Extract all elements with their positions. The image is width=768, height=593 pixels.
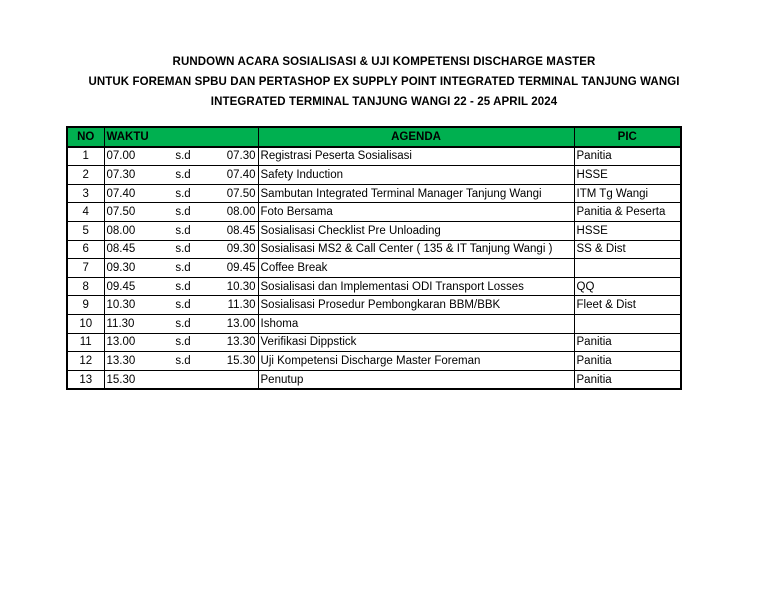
rundown-table: [66, 126, 682, 390]
start-time: 08.45: [104, 240, 164, 259]
pic-cell: Panitia: [574, 352, 681, 371]
row-number: 13: [67, 370, 104, 389]
agenda-item: Ishoma: [258, 314, 574, 333]
time-separator: s.d: [164, 352, 202, 371]
end-time: 13.30: [202, 333, 258, 352]
start-time: 13.00: [104, 333, 164, 352]
table-row: [67, 166, 681, 185]
row-number: 9: [67, 296, 104, 315]
start-time: 08.00: [104, 221, 164, 240]
time-separator: s.d: [164, 203, 202, 222]
row-number: 7: [67, 259, 104, 278]
header-no: NO: [67, 127, 104, 147]
end-time: [202, 370, 258, 389]
start-time: 15.30: [104, 370, 164, 389]
agenda-item: Sosialisasi Prosedur Pembongkaran BBM/BBK: [258, 296, 574, 315]
pic-cell: Panitia: [574, 370, 681, 389]
time-separator: s.d: [164, 184, 202, 203]
title-line-2: UNTUK FOREMAN SPBU DAN PERTASHOP EX SUPPLY POINT INTEGRATED TERMINAL TANJUNG WANGI: [88, 76, 680, 88]
start-time: 07.50: [104, 203, 164, 222]
title-line-1: RUNDOWN ACARA SOSIALISASI & UJI KOMPETENSI DISCHARGE MASTER: [172, 56, 596, 68]
end-time: 13.00: [202, 314, 258, 333]
document-header: [0, 52, 768, 112]
agenda-item: Coffee Break: [258, 259, 574, 278]
table-row: [67, 203, 681, 222]
time-separator: s.d: [164, 333, 202, 352]
header-waktu: WAKTU: [104, 127, 258, 147]
start-time: 10.30: [104, 296, 164, 315]
time-separator: [164, 370, 202, 389]
end-time: 07.30: [202, 147, 258, 166]
agenda-item: Penutup: [258, 370, 574, 389]
agenda-item: Sosialisasi Checklist Pre Unloading: [258, 221, 574, 240]
pic-cell: [574, 259, 681, 278]
agenda-item: Sosialisasi dan Implementasi ODI Transport Losses: [258, 277, 574, 296]
end-time: 11.30: [202, 296, 258, 315]
table-row: [67, 147, 681, 166]
header-agenda: AGENDA: [258, 127, 574, 147]
pic-cell: HSSE: [574, 221, 681, 240]
row-number: 4: [67, 203, 104, 222]
end-time: 07.50: [202, 184, 258, 203]
row-number: 12: [67, 352, 104, 371]
pic-cell: Panitia: [574, 147, 681, 166]
pic-cell: Fleet & Dist: [574, 296, 681, 315]
table-row: [67, 240, 681, 259]
start-time: 07.00: [104, 147, 164, 166]
table-row: [67, 184, 681, 203]
start-time: 09.45: [104, 277, 164, 296]
table-header-row: [67, 127, 681, 147]
header-pic: PIC: [574, 127, 681, 147]
table-row: [67, 314, 681, 333]
end-time: 08.45: [202, 221, 258, 240]
end-time: 08.00: [202, 203, 258, 222]
time-separator: s.d: [164, 240, 202, 259]
start-time: 07.40: [104, 184, 164, 203]
pic-cell: [574, 314, 681, 333]
row-number: 10: [67, 314, 104, 333]
time-separator: s.d: [164, 166, 202, 185]
agenda-item: Foto Bersama: [258, 203, 574, 222]
start-time: 09.30: [104, 259, 164, 278]
table-row: [67, 370, 681, 389]
row-number: 1: [67, 147, 104, 166]
agenda-item: Safety Induction: [258, 166, 574, 185]
title-line-3: INTEGRATED TERMINAL TANJUNG WANGI 22 - 25 APRIL 2024: [210, 96, 558, 108]
time-separator: s.d: [164, 314, 202, 333]
table-row: [67, 352, 681, 371]
pic-cell: QQ: [574, 277, 681, 296]
pic-cell: Panitia & Peserta: [574, 203, 681, 222]
time-separator: s.d: [164, 277, 202, 296]
table-row: [67, 333, 681, 352]
start-time: 11.30: [104, 314, 164, 333]
row-number: 8: [67, 277, 104, 296]
table-row: [67, 296, 681, 315]
end-time: 09.30: [202, 240, 258, 259]
pic-cell: ITM Tg Wangi: [574, 184, 681, 203]
time-separator: s.d: [164, 147, 202, 166]
agenda-item: Sosialisasi MS2 & Call Center ( 135 & IT Tanjung Wangi ): [258, 240, 574, 259]
pic-cell: SS & Dist: [574, 240, 681, 259]
pic-cell: Panitia: [574, 333, 681, 352]
table-body: [67, 147, 681, 390]
agenda-item: Sambutan Integrated Terminal Manager Tanjung Wangi: [258, 184, 574, 203]
pic-cell: HSSE: [574, 166, 681, 185]
end-time: 09.45: [202, 259, 258, 278]
row-number: 5: [67, 221, 104, 240]
end-time: 10.30: [202, 277, 258, 296]
row-number: 2: [67, 166, 104, 185]
time-separator: s.d: [164, 296, 202, 315]
end-time: 07.40: [202, 166, 258, 185]
end-time: 15.30: [202, 352, 258, 371]
start-time: 13.30: [104, 352, 164, 371]
start-time: 07.30: [104, 166, 164, 185]
table-row: [67, 259, 681, 278]
row-number: 11: [67, 333, 104, 352]
time-separator: s.d: [164, 221, 202, 240]
row-number: 6: [67, 240, 104, 259]
row-number: 3: [67, 184, 104, 203]
agenda-item: Uji Kompetensi Discharge Master Foreman: [258, 352, 574, 371]
agenda-item: Registrasi Peserta Sosialisasi: [258, 147, 574, 166]
agenda-item: Verifikasi Dippstick: [258, 333, 574, 352]
table-row: [67, 277, 681, 296]
time-separator: s.d: [164, 259, 202, 278]
table-row: [67, 221, 681, 240]
